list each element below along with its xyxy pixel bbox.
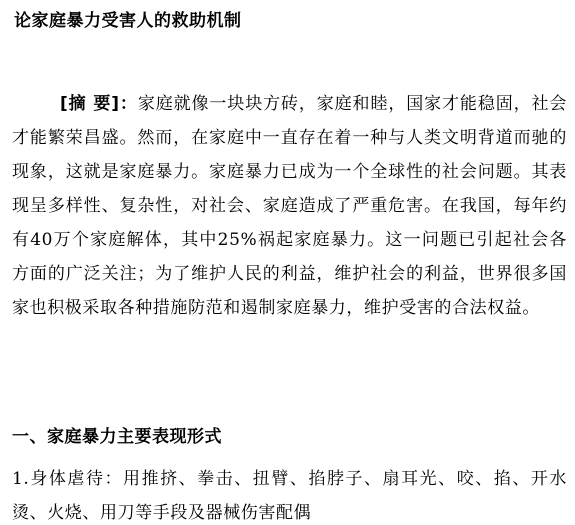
abstract-label: [摘 要]： [60, 94, 138, 114]
section-heading: 一、家庭暴力主要表现形式 [12, 427, 222, 447]
abstract-paragraph [12, 87, 567, 325]
abstract-text: 家庭就像一块块方砖，家庭和睦，国家才能稳固，社会才能繁荣昌盛。然而，在家庭中一直存在着一种与人类文明背道而驰的现象，这就是家庭暴力。家庭暴力已成为一个全球性的社会问题。其表现呈多样性、复杂性，对社会、家庭造成了严重危害。在我国，每年约有40万个家庭解体，其中25%祸起家庭暴力。这一问题已引起社会各方面的广泛关注；为了维护人民的利益，维护社会的利益，世界很多国家也积极采取各种措施防范和遏制家庭暴力，维护受害的合法权益。 [12, 94, 567, 318]
document-title: 论家庭暴力受害人的救助机制 [14, 11, 242, 31]
list-item: 1.身体虐待：用推挤、拳击、扭臂、掐脖子、扇耳光、咬、掐、开水烫、火烧、用刀等手段及器械伤害配偶 [12, 469, 567, 523]
